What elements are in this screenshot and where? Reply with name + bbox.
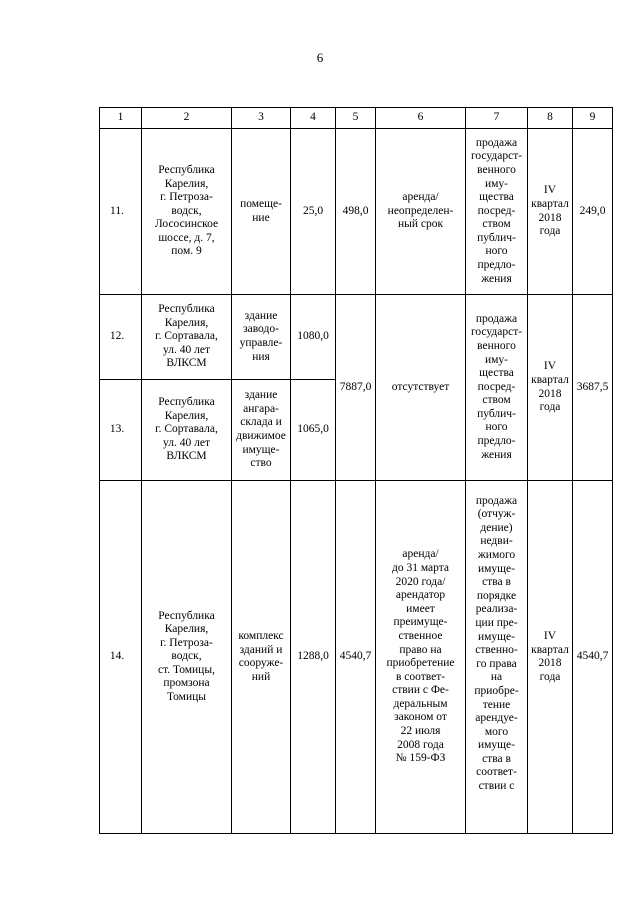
area-cell: 1080,0 [291, 295, 336, 380]
page-number: 6 [316, 50, 324, 65]
table-row [100, 481, 613, 834]
header-cell: 3 [232, 108, 291, 129]
encumbrance-cell: аренда/ до 31 марта 2020 года/ арендатор имеет преимуще- ственное право на приобретение в соответ- ствии с Фе- деральным законом от 22 июля 2008 года № 159-ФЗ [376, 481, 466, 834]
row-number: 12. [100, 295, 142, 380]
price-cell: 4540,7 [573, 481, 613, 834]
term-cell: IV квартал 2018 года [528, 295, 573, 481]
object-cell: здание заводо- управле- ния [232, 295, 291, 380]
method-cell: продажа государст- венного иму- щества посред- ством публич- ного предло- жения [466, 295, 528, 481]
method-cell-wrapper [466, 481, 528, 834]
area-cell: 25,0 [291, 129, 336, 295]
header-row [100, 108, 613, 129]
header-cell: 2 [142, 108, 232, 129]
address-cell: Республика Карелия, г. Сортавала, ул. 40 лет ВЛКСМ [142, 380, 232, 481]
header-cell: 4 [291, 108, 336, 129]
header-cell: 7 [466, 108, 528, 129]
row-number: 14. [100, 481, 142, 834]
object-cell: здание ангара- склада и движимое имуще- ство [232, 380, 291, 481]
address-cell: Республика Карелия, г. Петроза- водск, Лососинское шоссе, д. 7, пом. 9 [142, 129, 232, 295]
object-cell: комплекс зданий и сооруже- ний [232, 481, 291, 834]
header-cell: 6 [376, 108, 466, 129]
term-cell: IV квартал 2018 года [528, 129, 573, 295]
address-cell: Республика Карелия, г. Петроза- водск, ст. Томицы, промзона Томицы [142, 481, 232, 834]
price-cell: 249,0 [573, 129, 613, 295]
area-cell: 1288,0 [291, 481, 336, 834]
header-cell: 9 [573, 108, 613, 129]
encumbrance-cell: аренда/ неопределен- ный срок [376, 129, 466, 295]
header-cell: 5 [336, 108, 376, 129]
address-cell: Республика Карелия, г. Сортавала, ул. 40 лет ВЛКСМ [142, 295, 232, 380]
value-cell: 498,0 [336, 129, 376, 295]
header-cell: 8 [528, 108, 573, 129]
object-cell: помеще- ние [232, 129, 291, 295]
method-cell: продажа (отчуж- дение) недви- жимого имуще- ства в порядке реализа- ции пре- имуще- ственно- го права на приобре- тение арендуе- мого имуще- ства в соответ- ствии с [474, 494, 519, 793]
header-cell: 1 [100, 108, 142, 129]
price-cell: 3687,5 [573, 295, 613, 481]
row-number: 11. [100, 129, 142, 295]
term-cell: IV квартал 2018 года [528, 481, 573, 834]
row-number: 13. [100, 380, 142, 481]
area-cell: 1065,0 [291, 380, 336, 481]
value-cell: 4540,7 [336, 481, 376, 834]
table-row [100, 295, 613, 380]
property-table [99, 107, 613, 834]
table-row [100, 129, 613, 295]
method-cell: продажа государст- венного иму- щества посред- ством публич- ного предло- жения [466, 129, 528, 295]
value-cell: 7887,0 [336, 295, 376, 481]
encumbrance-cell: отсутствует [376, 295, 466, 481]
